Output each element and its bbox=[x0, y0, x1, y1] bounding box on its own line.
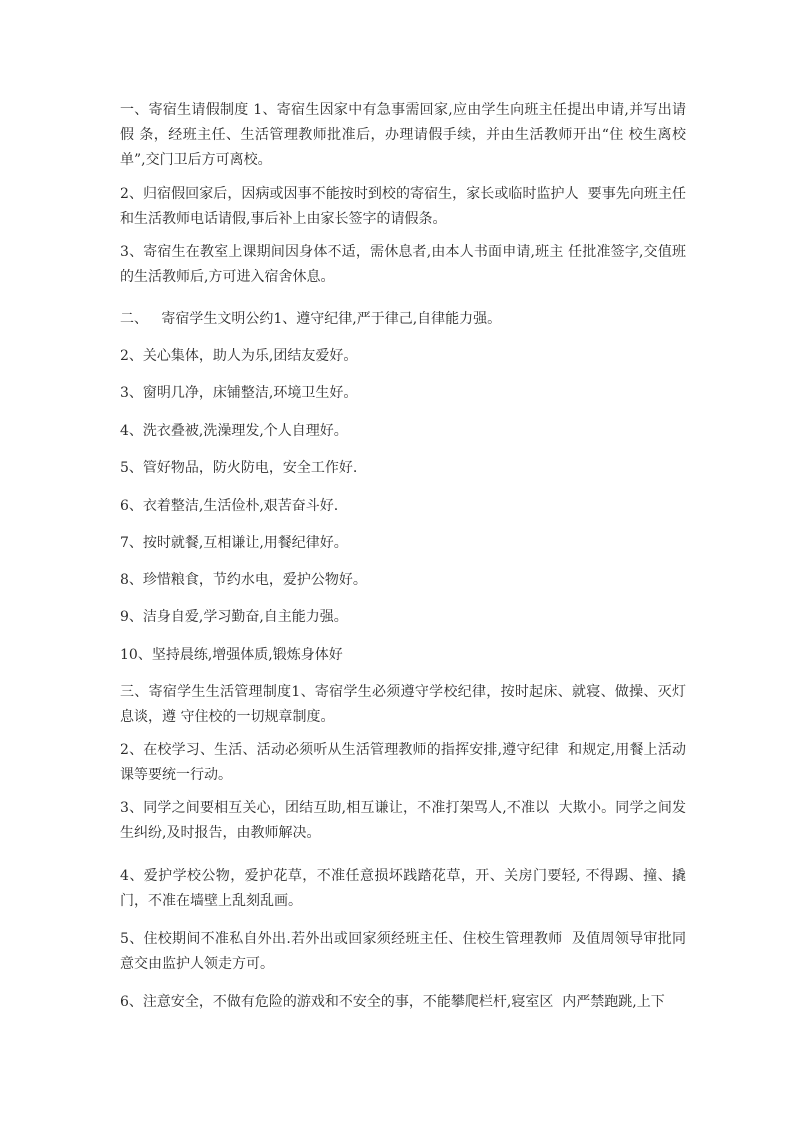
paragraph-conduct-pledge-5: 5、管好物品，防火防电，安全工作好. bbox=[120, 460, 358, 476]
paragraph-conduct-pledge-10: 10、坚持晨练,增强体质,锻炼身体好 bbox=[120, 647, 343, 663]
paragraph-conduct-pledge-6: 6、衣着整洁,生活俭朴,艰苦奋斗好. bbox=[120, 498, 339, 514]
paragraph-leave-policy-1: 一、寄宿生请假制度 1、寄宿生因家中有急事需回家,应由学生向班主任提出申请,并写出请假 条，经班主任、生活管理教师批准后，办理请假手续，并由生活教师开出“住 校生离校单”,交门卫后方可离校。 bbox=[120, 102, 686, 168]
paragraph-life-management-1: 三、寄宿学生生活管理制度1、寄宿学生必须遵守学校纪律，按时起床、就寝、做操、灭灯息谈，遵 守住校的一切规章制度。 bbox=[120, 684, 686, 725]
paragraph-conduct-pledge-3: 3、窗明几净，床铺整洁,环境卫生好。 bbox=[120, 385, 358, 401]
paragraph-life-management-3: 3、同学之间要相互关心，团结互助,相互谦让，不准打架骂人,不准以 大欺小。同学之间发生纠纷,及时报告，由教师解决。 bbox=[120, 800, 686, 841]
paragraph-life-management-6: 6、注意安全，不做有危险的游戏和不安全的事，不能攀爬栏杆,寝室区 内严禁跑跳,上下 bbox=[120, 994, 665, 1010]
paragraph-conduct-pledge-7: 7、按时就餐,互相谦让,用餐纪律好。 bbox=[120, 535, 348, 551]
paragraph-conduct-pledge-2: 2、关心集体，助人为乐,团结友爱好。 bbox=[120, 348, 358, 364]
paragraph-conduct-pledge-9: 9、洁身自爱,学习勤奋,自主能力强。 bbox=[120, 609, 348, 625]
paragraph-leave-policy-2: 2、归宿假回家后，因病或因事不能按时到校的寄宿生，家长或临时监护人 要事先向班主任和生活教师电话请假,事后补上由家长签字的请假条。 bbox=[120, 186, 686, 227]
paragraph-life-management-2: 2、在校学习、生活、活动必须听从生活管理教师的指挥安排,遵守纪律 和规定,用餐上活动课等要统一行动。 bbox=[120, 742, 686, 783]
paragraph-conduct-pledge-1: 二、 寄宿学生文明公约1、遵守纪律,严于律己,自律能力强。 bbox=[120, 311, 502, 327]
paragraph-life-management-4: 4、爱护学校公物，爱护花草，不准任意损坏践踏花草，开、关房门要轻, 不得踢、撞、撬门，不准在墙壁上乱刻乱画。 bbox=[120, 868, 686, 909]
paragraph-life-management-5: 5、住校期间不准私自外出.若外出或回家须经班主任、住校生管理教师 及值周领导审批同意交由监护人领走方可。 bbox=[120, 931, 686, 972]
paragraph-conduct-pledge-8: 8、珍惜粮食，节约水电，爱护公物好。 bbox=[120, 572, 367, 588]
paragraph-conduct-pledge-4: 4、洗衣叠被,洗澡理发,个人自理好。 bbox=[120, 423, 348, 439]
paragraph-leave-policy-3: 3、寄宿生在教室上课期间因身体不适，需休息者,由本人书面申请,班主 任批准签字,交值班的生活教师后,方可进入宿舍休息。 bbox=[120, 244, 686, 285]
